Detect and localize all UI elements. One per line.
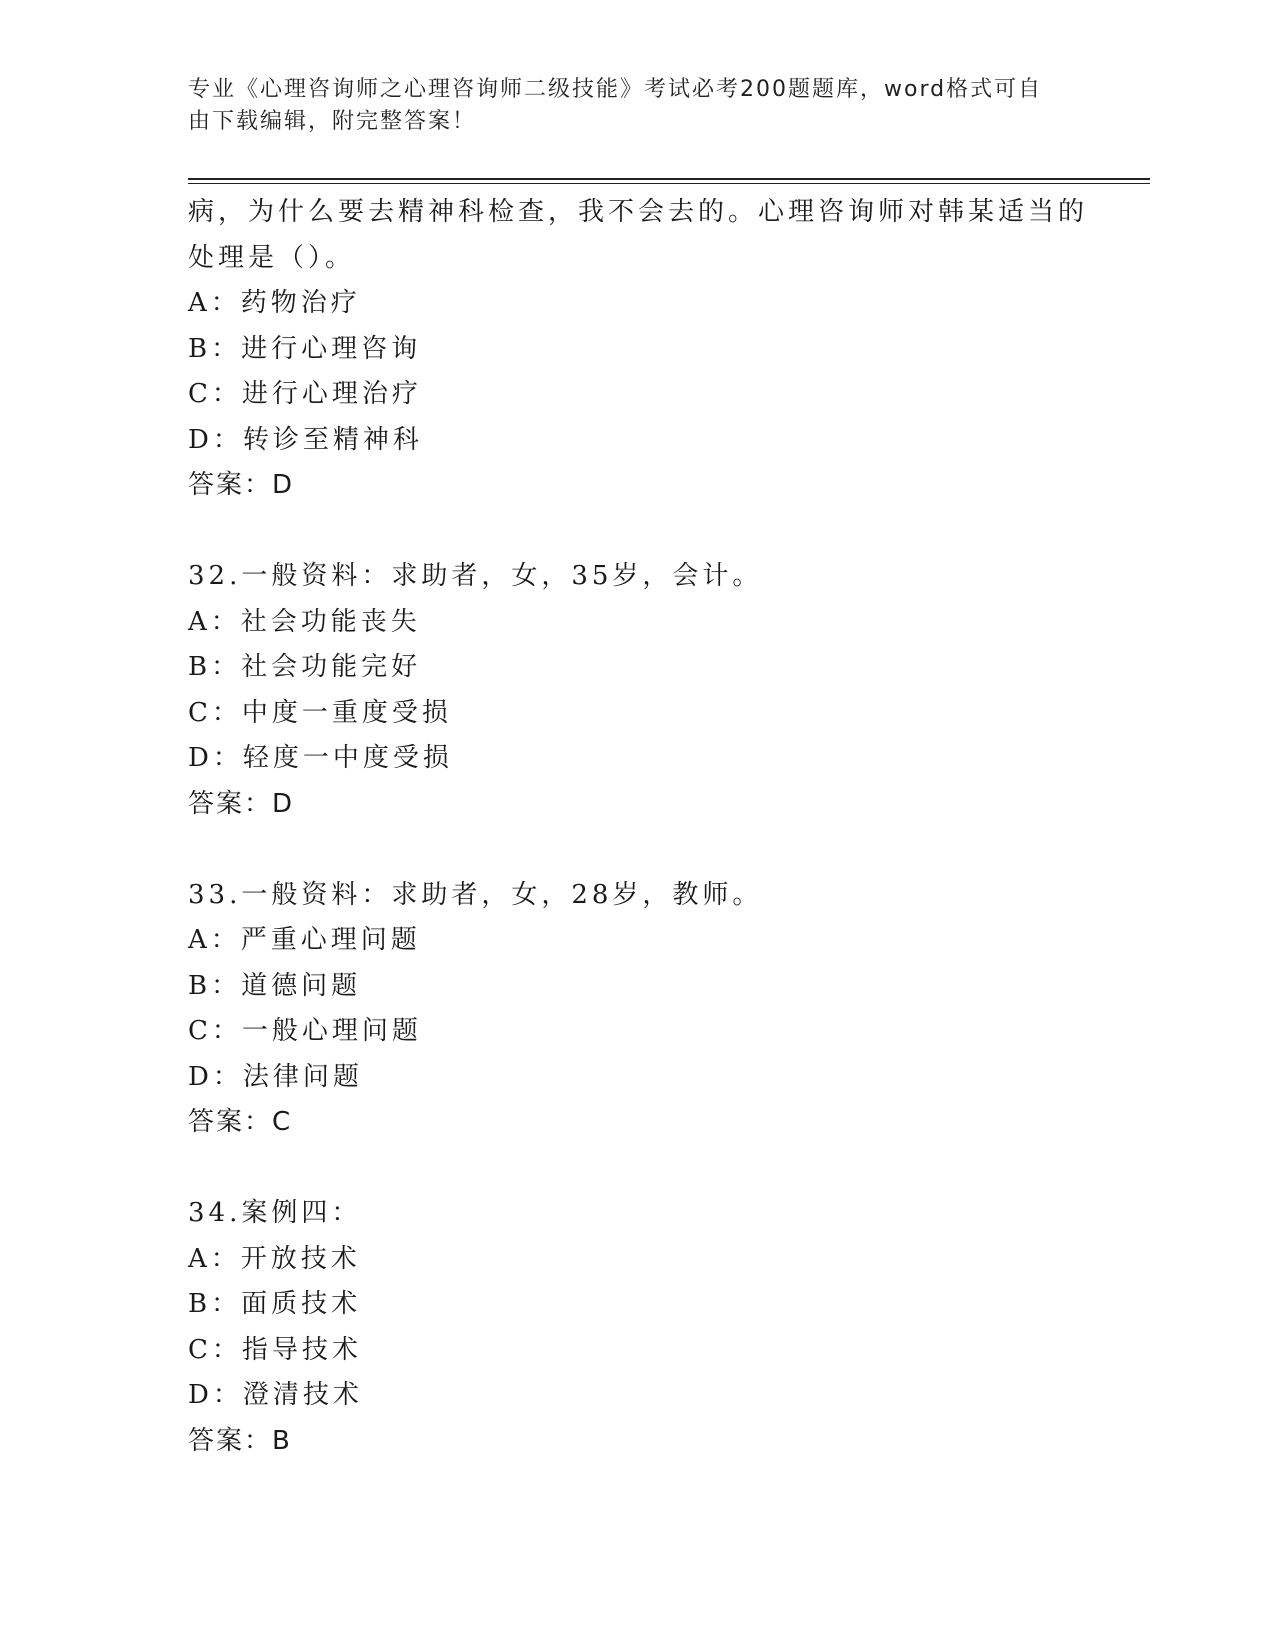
answer: 答案：B [188,1425,292,1456]
header-divider-thick [188,178,1150,180]
question-continued [188,190,1088,509]
option-a: A：社会功能丧失 [188,606,421,637]
header-divider-thin [188,183,1150,184]
option-c: C：一般心理问题 [188,1016,422,1046]
answer: 答案：D [188,788,295,819]
question-32 [188,554,1088,827]
option-a: A：开放技术 [188,1243,361,1274]
option-c: C：进行心理治疗 [188,379,422,409]
question-stem: 32.一般资料：求助者，女，35岁，会计。 [188,561,763,591]
option-a: A：药物治疗 [188,288,361,318]
question-34 [188,1191,1088,1464]
option-d: D：转诊至精神科 [188,424,423,455]
question-stem-line: 病，为什么要去精神科检查，我不会去的。心理咨询师对韩某适当的 [188,197,1089,227]
document-header [188,74,1068,138]
option-b: B：社会功能完好 [188,652,422,682]
question-stem: 34.案例四： [188,1198,362,1228]
question-stem-line: 处理是（）。 [188,242,356,273]
answer: 答案：C [188,1107,293,1137]
option-a: A：严重心理问题 [188,925,421,955]
option-d: D：法律问题 [188,1061,363,1092]
option-b: B：面质技术 [188,1289,362,1319]
question-stem: 33.一般资料：求助者，女，28岁，教师。 [188,879,763,910]
spacer [188,827,1088,873]
option-d: D：澄清技术 [188,1380,363,1410]
header-line-2: 由下载编辑，附完整答案！ [188,109,477,134]
option-c: C：指导技术 [188,1334,362,1365]
question-33 [188,873,1088,1146]
header-line-1: 专业《心理咨询师之心理咨询师二级技能》考试必考200题题库，word格式可自 [188,77,1043,102]
spacer [188,509,1088,555]
option-b: B：道德问题 [188,970,362,1001]
option-d: D：轻度一中度受损 [188,743,453,773]
spacer [188,1146,1088,1192]
option-c: C：中度一重度受损 [188,697,452,728]
option-b: B：进行心理咨询 [188,333,422,364]
question-list [188,190,1088,1464]
answer: 答案：D [188,470,295,500]
